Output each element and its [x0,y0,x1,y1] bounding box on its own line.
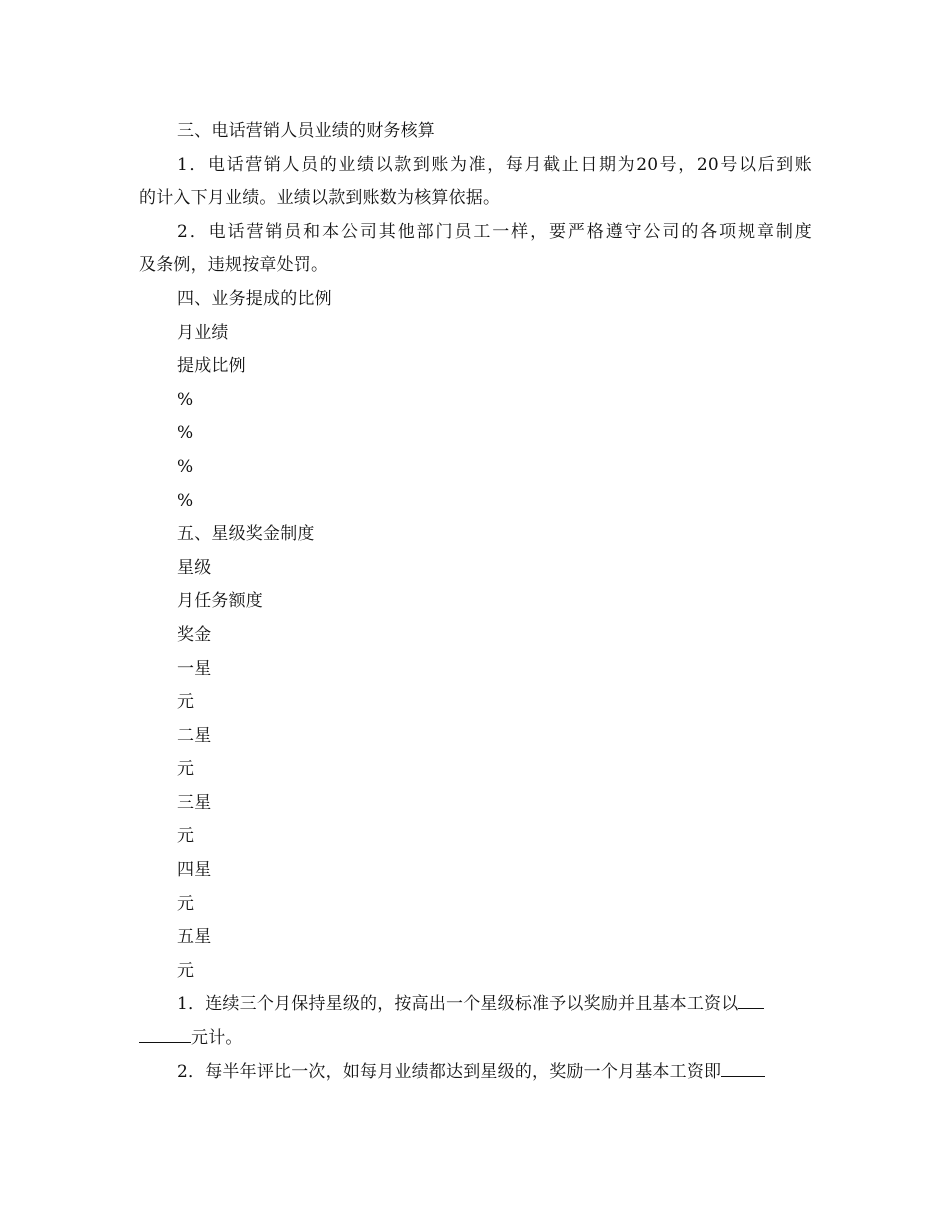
commission-rate-4: % [177,490,194,511]
bonus-rule-1-text: 1．连续三个月保持星级的，按高出一个星级标准予以奖励并且基本工资以 [177,994,739,1015]
commission-rate-3: % [177,456,194,477]
star-level-1-unit: 元 [177,692,195,713]
half-year-bonus-blank [721,1056,765,1077]
bonus-rule-1-line-2 [139,1022,812,1056]
star-level-4-unit: 元 [177,893,195,914]
star-level-2-unit: 元 [177,759,195,780]
commission-rate-1: % [177,389,194,410]
bonus-rule-1-suffix: 元计。 [191,1028,243,1049]
section-3-item-2-line-1: 2．电话营销员和本公司其他部门员工一样，要严格遵守公司的各项规章制度 [177,221,812,242]
bonus-rule-2-line-1 [139,1056,812,1090]
bonus-rule-2-text: 2．每半年评比一次，如每月业绩都达到星级的，奖励一个月基本工资即 [177,1061,722,1082]
star-level-4: 四星 [177,860,212,881]
commission-rate-2: % [177,423,194,444]
bonus-column-bonus: 奖金 [177,624,212,645]
salary-blank-line-start [738,988,764,1009]
bonus-column-monthly-quota: 月任务额度 [177,591,263,612]
star-level-5-unit: 元 [177,960,195,981]
star-level-5: 五星 [177,927,212,948]
section-3-item-1-line-1: 1．电话营销人员的业绩以款到账为准，每月截止日期为20号，20号以后到账 [177,154,812,175]
commission-column-monthly-performance: 月业绩 [177,322,229,343]
document-body [139,115,812,1089]
bonus-column-star-level: 星级 [177,557,212,578]
bonus-rule-1-line-1 [139,988,812,1022]
section-3-item-2-line-2: 及条例，违规按章处罚。 [139,255,329,276]
section-5-heading: 五、星级奖金制度 [177,524,315,545]
salary-blank-line-end [139,1022,191,1043]
section-4-heading: 四、业务提成的比例 [177,288,332,309]
section-3-heading: 三、电话营销人员业绩的财务核算 [177,121,435,141]
commission-column-rate: 提成比例 [177,356,246,377]
star-level-3: 三星 [177,792,212,813]
section-3-item-1-line-2: 的计入下月业绩。业绩以款到账数为核算依据。 [139,188,501,209]
star-level-3-unit: 元 [177,826,195,847]
star-level-2: 二星 [177,725,212,746]
star-level-1: 一星 [177,658,212,679]
